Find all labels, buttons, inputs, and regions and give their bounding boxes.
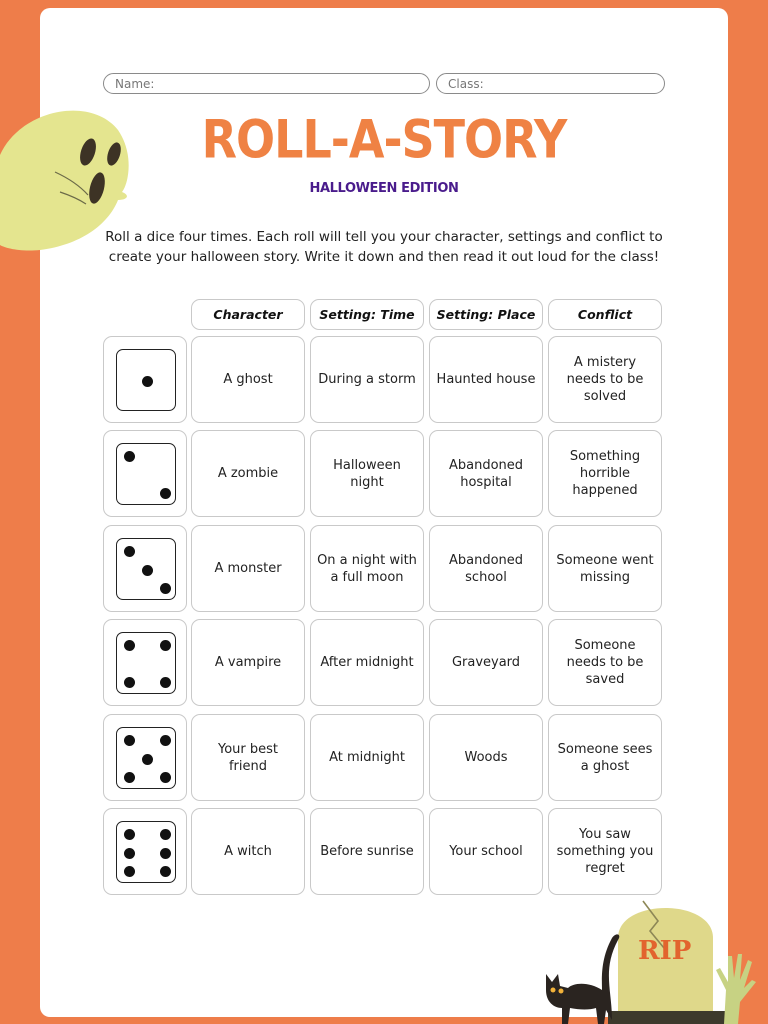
cell-setting-time: Before sunrise xyxy=(310,808,424,895)
header-setting-place: Setting: Place xyxy=(429,299,543,330)
worksheet-page xyxy=(40,8,728,1017)
dice-cell xyxy=(103,336,187,423)
cell-character: Your best friend xyxy=(191,714,305,801)
dice-pip xyxy=(160,735,171,746)
cell-setting-time: During a storm xyxy=(310,336,424,423)
cell-character: A vampire xyxy=(191,619,305,706)
dice-pip xyxy=(160,848,171,859)
name-field[interactable] xyxy=(103,73,430,94)
dice-cell xyxy=(103,525,187,612)
cell-conflict: Someone sees a ghost xyxy=(548,714,662,801)
cell-character: A witch xyxy=(191,808,305,895)
dice-pip xyxy=(142,754,153,765)
cell-conflict: Something horrible happened xyxy=(548,430,662,517)
dice-cell xyxy=(103,808,187,895)
header-setting-time: Setting: Time xyxy=(310,299,424,330)
dice-pip xyxy=(124,829,135,840)
class-field[interactable] xyxy=(436,73,665,94)
page-title: ROLL-A-STORY xyxy=(201,107,567,171)
dice-pip xyxy=(124,866,135,877)
dice-pip xyxy=(160,583,171,594)
dice-pip xyxy=(124,772,135,783)
cell-setting-time: At midnight xyxy=(310,714,424,801)
header-character: Character xyxy=(191,299,305,330)
cell-conflict: Someone needs to be saved xyxy=(548,619,662,706)
dice-pip xyxy=(124,735,135,746)
dice-pip xyxy=(160,677,171,688)
dice-pip xyxy=(160,772,171,783)
dice-cell xyxy=(103,619,187,706)
cell-conflict: Someone went missing xyxy=(548,525,662,612)
page-subtitle: HALLOWEEN EDITION xyxy=(309,181,459,196)
instructions-text: Roll a dice four times. Each roll will tell you your character, settings and conflict to create your halloween story. Write it down and then read it out loud for the class! xyxy=(105,229,663,265)
class-label: Class: xyxy=(448,77,484,91)
name-label: Name: xyxy=(115,77,155,91)
dice-icon xyxy=(116,632,176,694)
header-conflict: Conflict xyxy=(548,299,662,330)
cell-conflict: A mistery needs to be solved xyxy=(548,336,662,423)
cell-character: A monster xyxy=(191,525,305,612)
dice-pip xyxy=(160,488,171,499)
dice-pip xyxy=(160,640,171,651)
cell-character: A zombie xyxy=(191,430,305,517)
dice-pip xyxy=(160,866,171,877)
cell-setting-place: Abandoned school xyxy=(429,525,543,612)
cell-setting-place: Graveyard xyxy=(429,619,543,706)
dice-pip xyxy=(124,546,135,557)
cell-setting-place: Your school xyxy=(429,808,543,895)
dice-cell xyxy=(103,430,187,517)
tombstone-text: RIP xyxy=(638,936,692,966)
dice-icon xyxy=(116,821,176,883)
cell-setting-place: Woods xyxy=(429,714,543,801)
dice-pip xyxy=(160,829,171,840)
dice-cell xyxy=(103,714,187,801)
cell-setting-time: Halloween night xyxy=(310,430,424,517)
cell-setting-time: After midnight xyxy=(310,619,424,706)
dice-icon xyxy=(116,349,176,411)
ghost-icon xyxy=(0,100,135,260)
cell-setting-time: On a night with a full moon xyxy=(310,525,424,612)
cell-setting-place: Haunted house xyxy=(429,336,543,423)
dice-pip xyxy=(124,451,135,462)
dice-pip xyxy=(124,640,135,651)
dice-icon xyxy=(116,727,176,789)
dice-icon xyxy=(116,443,176,505)
cell-setting-place: Abandoned hospital xyxy=(429,430,543,517)
cell-character: A ghost xyxy=(191,336,305,423)
dice-pip xyxy=(124,848,135,859)
dice-pip xyxy=(142,565,153,576)
dice-pip xyxy=(142,376,153,387)
zombie-hand-icon xyxy=(710,950,758,1024)
cell-conflict: You saw something you regret xyxy=(548,808,662,895)
dice-icon xyxy=(116,538,176,600)
dice-pip xyxy=(124,677,135,688)
cat-icon xyxy=(540,930,630,1024)
